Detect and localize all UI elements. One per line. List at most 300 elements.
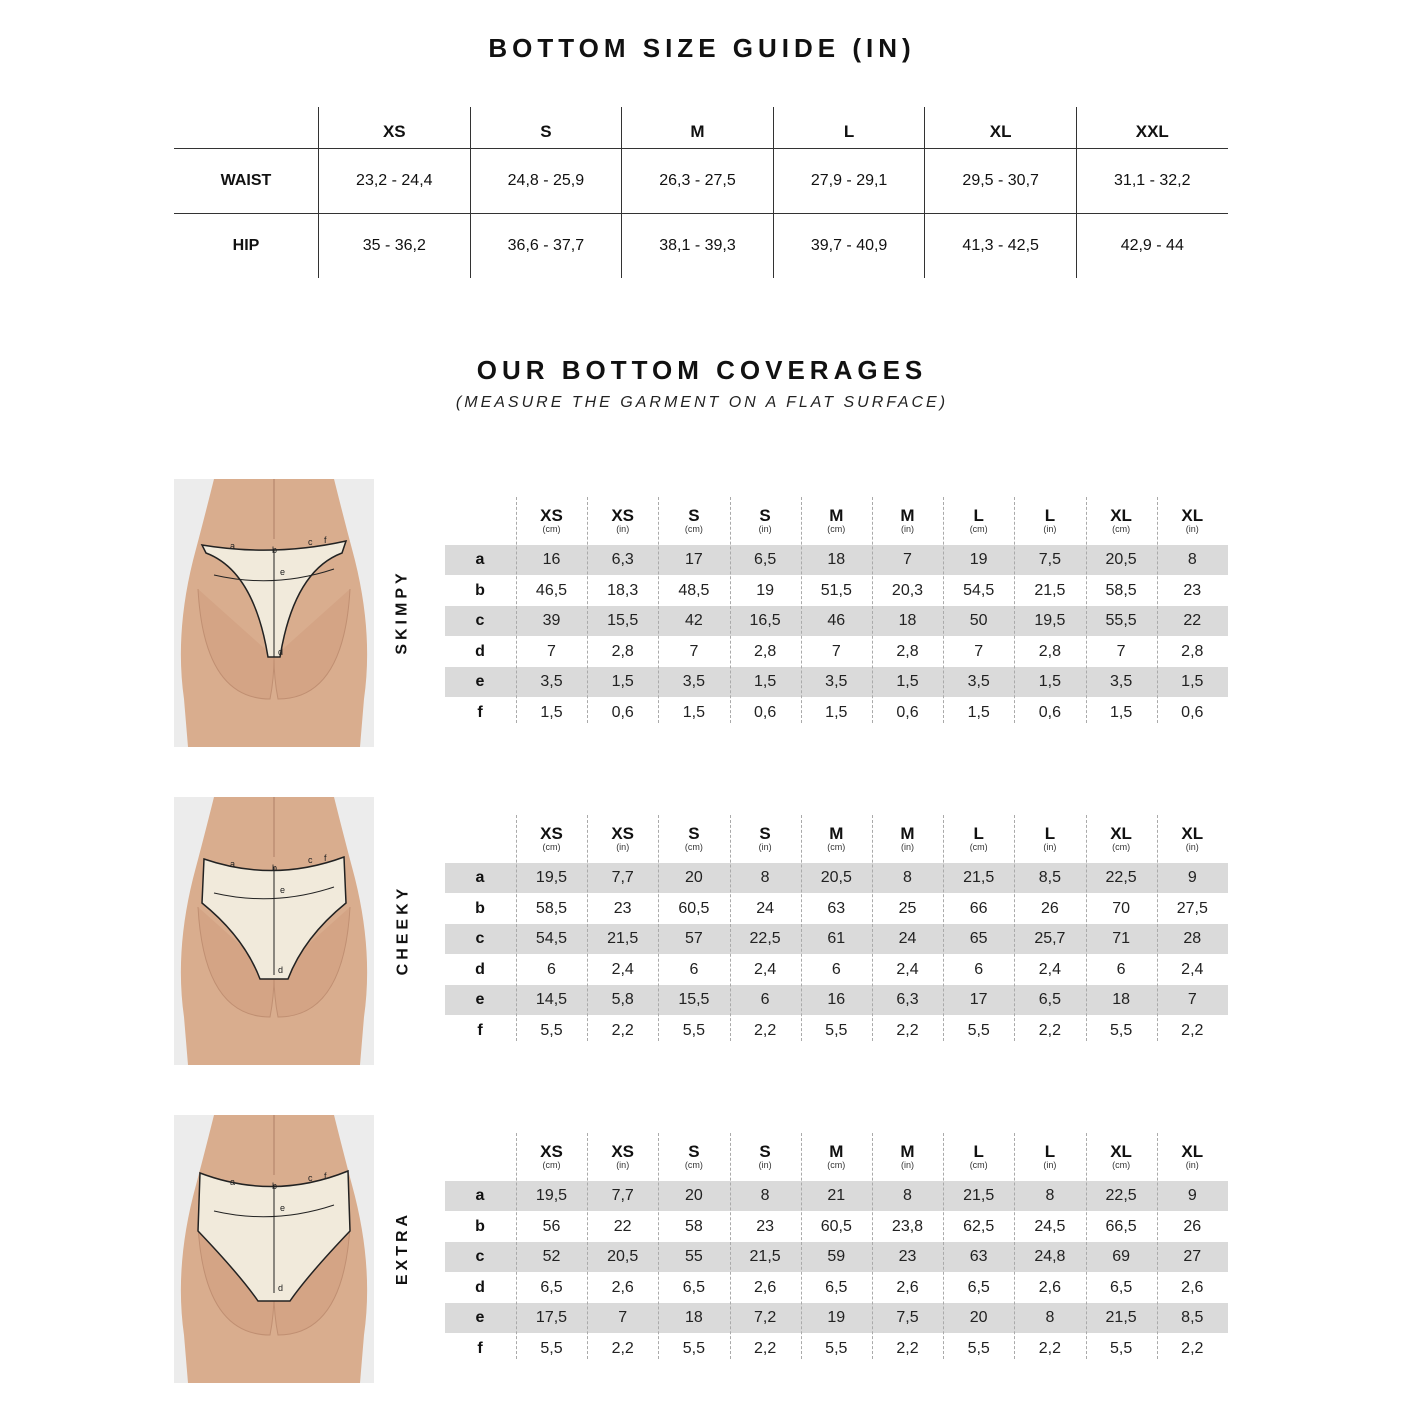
measurement-header-size: XS — [540, 506, 563, 525]
column-separator — [943, 1133, 944, 1359]
column-separator — [1014, 815, 1015, 1041]
measurement-header-size: XL — [1181, 1142, 1204, 1161]
measurement-header-cell — [1014, 1143, 1085, 1170]
measurement-header-size: L — [1044, 506, 1056, 525]
measurement-cell: 8 — [903, 869, 912, 886]
measurement-header-unit: (in) — [901, 842, 914, 852]
measurement-cell: 1,5 — [896, 673, 919, 690]
measurement-header-unit: (cm) — [827, 842, 846, 852]
measurement-row-label: d — [475, 960, 485, 978]
measurement-header-size: S — [759, 1142, 771, 1161]
measurement-cell: 62,5 — [963, 1217, 995, 1235]
measurement-header-size: M — [829, 506, 844, 525]
measurement-cell: 1,5 — [682, 703, 706, 721]
coverages-subtitle: (MEASURE THE GARMENT ON A FLAT SURFACE) — [455, 394, 949, 411]
measurement-header-size: XS — [611, 824, 635, 843]
measurement-cell: 16 — [542, 551, 561, 568]
size-guide-row-label: HIP — [232, 236, 260, 254]
measurement-row — [445, 1212, 1228, 1242]
measurement-cell: 18,3 — [607, 581, 639, 599]
measurement-row — [445, 985, 1228, 1015]
diagram-letter: b — [272, 545, 278, 555]
diagram-letter: f — [324, 535, 327, 545]
measurement-cell: 48,5 — [678, 581, 710, 599]
measurement-cell: 0,6 — [1038, 703, 1062, 721]
size-guide-corner-cell — [174, 107, 318, 148]
measurement-cell: 66 — [969, 899, 988, 917]
measurement-cell: 8 — [1045, 1187, 1055, 1204]
diagram-letter: e — [280, 567, 286, 577]
measurement-row — [445, 1303, 1228, 1333]
measurement-row — [445, 637, 1228, 667]
coverage-photo — [174, 797, 374, 1065]
size-guide-cell: 38,1 - 39,3 — [621, 213, 773, 278]
measurement-cell: 20 — [684, 869, 703, 886]
measurement-row-label: b — [475, 581, 485, 599]
measurement-header-cell — [1086, 825, 1157, 852]
measurement-header-unit: (in) — [901, 524, 914, 534]
measurement-cell: 20 — [969, 1309, 988, 1326]
column-separator — [516, 497, 517, 723]
measurement-row — [445, 1242, 1228, 1272]
measurement-row-label: a — [475, 869, 485, 886]
column-separator — [1086, 497, 1087, 723]
measurement-row-label: f — [477, 703, 483, 721]
measurement-cell: 3,5 — [825, 673, 848, 690]
measurement-cell: 6,5 — [540, 1278, 563, 1296]
measurement-row-label: b — [475, 1217, 485, 1235]
measurement-cell: 63 — [827, 899, 846, 917]
measurement-cell: 21,5 — [1034, 581, 1066, 599]
measurement-cell: 8,5 — [1181, 1309, 1204, 1326]
measurement-cell: 17,5 — [535, 1309, 568, 1326]
measurement-row-label: e — [475, 991, 485, 1008]
measurement-row-label: c — [475, 930, 485, 947]
measurement-row-label: c — [475, 612, 485, 629]
measurement-header-unit: (cm) — [827, 524, 846, 534]
measurement-cell: 22,5 — [1105, 869, 1137, 886]
measurement-cell: 21 — [827, 1187, 846, 1204]
measurement-cell: 1,5 — [611, 673, 634, 690]
measurement-cell: 5,5 — [825, 1021, 848, 1039]
column-separator — [801, 497, 802, 723]
measurement-cell: 6,5 — [967, 1278, 990, 1296]
size-guide-row — [174, 213, 1228, 278]
measurement-cell: 28 — [1183, 930, 1202, 947]
column-separator — [943, 815, 944, 1041]
measurement-header-unit: (in) — [1185, 842, 1199, 852]
measurement-cell: 60,5 — [820, 1217, 852, 1235]
measurement-header-cell — [1014, 507, 1085, 534]
measurement-cell: 58 — [684, 1217, 703, 1235]
coverage-block-cheeky — [0, 797, 1404, 1067]
diagram-letter: b — [272, 1181, 278, 1191]
column-separator — [587, 497, 588, 723]
measurement-cell: 27,5 — [1176, 899, 1208, 917]
diagram-letter: d — [278, 647, 284, 657]
diagram-letter: c — [308, 855, 313, 865]
measurement-header-size: M — [829, 1142, 844, 1161]
measurement-header-unit: (in) — [1043, 842, 1057, 852]
measurement-cell: 55 — [684, 1248, 703, 1265]
measurement-cell: 1,5 — [825, 703, 848, 721]
measurement-row — [445, 698, 1228, 728]
measurement-cell: 5,8 — [611, 991, 634, 1008]
measurement-cell: 65 — [969, 930, 988, 947]
measurement-cell: 7 — [689, 642, 699, 660]
measurement-cell: 2,4 — [896, 960, 919, 978]
measurement-cell: 8 — [903, 1187, 912, 1204]
size-guide-cell: 39,7 - 40,9 — [773, 213, 925, 278]
measurement-cell: 6 — [689, 960, 699, 978]
diagram-letter: a — [230, 859, 236, 869]
measurement-header-cell — [1086, 1143, 1157, 1170]
measurement-cell: 7 — [831, 642, 841, 660]
measurement-cell: 23 — [756, 1217, 774, 1235]
measurement-cell: 2,2 — [753, 1021, 777, 1039]
measurement-header-cell — [587, 507, 658, 534]
measurement-header-size: S — [688, 506, 700, 525]
measurement-cell: 21,5 — [1105, 1309, 1137, 1326]
measurement-cell: 5,5 — [682, 1339, 706, 1357]
measurement-header-size: L — [973, 824, 984, 843]
measurement-cell: 19 — [827, 1309, 846, 1326]
measurement-header-row — [445, 497, 1228, 543]
measurement-cell: 20,3 — [891, 581, 924, 599]
column-separator — [658, 815, 659, 1041]
measurement-header-unit: (in) — [758, 842, 772, 852]
measurement-cell: 25,7 — [1034, 930, 1066, 947]
measurement-cell: 6 — [1116, 960, 1126, 978]
measurement-header-cell — [658, 507, 729, 534]
size-guide-row-label: WAIST — [220, 171, 272, 189]
diagram-letter: a — [230, 1177, 236, 1187]
measurement-cell: 23,8 — [891, 1217, 924, 1235]
measurement-header-unit: (cm) — [542, 1160, 561, 1170]
measurement-cell: 2,6 — [1038, 1278, 1062, 1296]
measurement-cell: 2,2 — [896, 1339, 919, 1357]
measurement-cell: 57 — [684, 930, 703, 947]
measurement-cell: 5,5 — [540, 1339, 563, 1357]
measurement-cell: 8 — [1187, 551, 1197, 568]
measurement-cell: 9 — [1187, 869, 1197, 886]
measurement-cell: 2,4 — [611, 960, 634, 978]
measurement-cell: 2,2 — [1181, 1339, 1204, 1357]
measurement-cell: 23 — [898, 1248, 917, 1265]
measurement-cell: 0,6 — [753, 703, 777, 721]
column-separator — [1157, 497, 1158, 723]
measurement-row-label: f — [477, 1021, 483, 1039]
measurement-header-size: L — [1044, 1142, 1056, 1161]
measurement-header-cell — [801, 1143, 872, 1170]
measurement-cell: 16 — [827, 991, 846, 1008]
measurement-cell: 59 — [827, 1248, 846, 1265]
measurement-row — [445, 894, 1228, 924]
measurement-cell: 26 — [1183, 1217, 1202, 1235]
measurement-cell: 2,2 — [753, 1339, 777, 1357]
size-guide-header-cell: XXL — [1076, 107, 1228, 148]
column-separator — [587, 815, 588, 1041]
measurement-cell: 1,5 — [967, 703, 990, 721]
measurement-cell: 54,5 — [963, 581, 995, 599]
measurement-cell: 2,2 — [1038, 1021, 1062, 1039]
column-separator — [658, 497, 659, 723]
size-guide-title: BOTTOM SIZE GUIDE (IN) — [488, 33, 916, 63]
measurement-cell: 8 — [760, 869, 770, 886]
measurement-cell: 6,5 — [825, 1278, 848, 1296]
measurement-header-unit: (cm) — [969, 524, 988, 534]
measurement-cell: 5,5 — [825, 1339, 848, 1357]
measurement-cell: 2,4 — [1181, 960, 1204, 978]
column-separator — [1014, 1133, 1015, 1359]
measurement-cell: 2,2 — [1181, 1021, 1204, 1039]
measurement-cell: 6,5 — [1038, 991, 1062, 1008]
measurement-row — [445, 924, 1228, 954]
measurement-cell: 7 — [903, 551, 912, 568]
column-separator — [730, 815, 731, 1041]
measurement-header-cell — [516, 1143, 587, 1170]
measurement-header-cell — [1086, 507, 1157, 534]
diagram-letter: c — [308, 1173, 313, 1183]
measurement-header-size: XS — [540, 1142, 563, 1161]
coverage-style-label — [388, 557, 418, 667]
measurement-header-cell — [801, 507, 872, 534]
measurement-cell: 19,5 — [535, 869, 568, 886]
size-guide-cell: 27,9 - 29,1 — [773, 148, 925, 213]
measurement-header-unit: (cm) — [1112, 1160, 1131, 1170]
measurement-header-unit: (cm) — [1112, 842, 1131, 852]
measurement-header-unit: (in) — [616, 842, 630, 852]
measurement-cell: 7 — [547, 642, 556, 660]
measurement-header-size: L — [973, 506, 984, 525]
measurement-header-cell — [943, 507, 1014, 534]
measurement-row-label: e — [475, 673, 485, 690]
measurement-cell: 6,3 — [896, 991, 919, 1008]
size-guide-cell: 36,6 - 37,7 — [470, 213, 622, 278]
size-guide-header-cell: S — [470, 107, 622, 148]
measurement-cell: 7,5 — [1038, 551, 1062, 568]
coverage-photo — [174, 1115, 374, 1383]
measurement-header-size: M — [900, 506, 915, 525]
measurement-cell: 26 — [1040, 899, 1059, 917]
measurement-cell: 5,5 — [682, 1021, 706, 1039]
measurement-cell: 54,5 — [535, 930, 568, 947]
measurement-cell: 2,6 — [611, 1278, 634, 1296]
measurement-cell: 21,5 — [963, 1187, 995, 1204]
measurement-cell: 0,6 — [1181, 703, 1204, 721]
measurement-cell: 1,5 — [753, 673, 777, 690]
size-guide-header-cell: XS — [318, 107, 470, 148]
column-separator — [587, 1133, 588, 1359]
measurement-cell: 22 — [1183, 612, 1202, 629]
measurement-row-label: b — [475, 899, 485, 917]
diagram-letter: a — [230, 541, 236, 551]
measurement-header-size: XL — [1110, 1142, 1132, 1161]
measurement-cell: 2,8 — [753, 642, 777, 660]
column-separator — [872, 497, 873, 723]
measurement-cell: 7 — [974, 642, 984, 660]
coverage-style-name: SKIMPY — [394, 569, 411, 655]
diagram-letter: e — [280, 1203, 286, 1213]
measurement-cell: 20,5 — [607, 1248, 639, 1265]
measurement-header-cell — [801, 825, 872, 852]
measurement-cell: 24 — [756, 899, 774, 917]
measurement-cell: 19,5 — [1034, 612, 1066, 629]
column-separator — [1086, 815, 1087, 1041]
measurement-cell: 20 — [684, 1187, 703, 1204]
measurement-cell: 50 — [969, 612, 988, 629]
measurement-cell: 25 — [898, 899, 917, 917]
measurement-cell: 20,5 — [820, 869, 852, 886]
measurement-cell: 20,5 — [1105, 551, 1137, 568]
measurement-cell: 7,2 — [753, 1309, 777, 1326]
measurement-header-size: S — [759, 506, 771, 525]
column-separator — [1014, 497, 1015, 723]
measurement-row — [445, 545, 1228, 575]
measurement-header-unit: (cm) — [684, 1160, 703, 1170]
measurement-cell: 7 — [618, 1309, 628, 1326]
measurement-header-size: XL — [1110, 824, 1132, 843]
measurement-header-unit: (in) — [1185, 524, 1199, 534]
measurement-cell: 16,5 — [749, 612, 781, 629]
measurement-header-unit: (cm) — [542, 842, 561, 852]
measurement-header-cell — [516, 507, 587, 534]
measurement-header-cell — [587, 1143, 658, 1170]
measurement-cell: 5,5 — [1109, 1339, 1133, 1357]
measurement-header-unit: (cm) — [969, 1160, 988, 1170]
measurement-header-cell — [872, 1143, 943, 1170]
measurement-cell: 7 — [1187, 991, 1197, 1008]
measurement-header-unit: (in) — [616, 1160, 630, 1170]
measurement-cell: 14,5 — [535, 991, 568, 1008]
size-guide-cell: 29,5 - 30,7 — [924, 148, 1076, 213]
measurement-header-unit: (cm) — [1112, 524, 1131, 534]
measurement-header-cell — [1157, 1143, 1228, 1170]
measurement-cell: 5,5 — [967, 1021, 990, 1039]
measurement-header-unit: (in) — [901, 1160, 914, 1170]
measurement-cell: 6 — [974, 960, 984, 978]
column-separator — [943, 497, 944, 723]
measurement-row — [445, 863, 1228, 893]
measurement-header-cell — [872, 825, 943, 852]
measurement-header-unit: (in) — [758, 1160, 772, 1170]
measurement-header-size: M — [900, 824, 915, 843]
measurement-cell: 2,6 — [896, 1278, 919, 1296]
size-guide-cell: 24,8 - 25,9 — [470, 148, 622, 213]
measurement-row — [445, 1016, 1228, 1046]
size-guide-cell: 26,3 - 27,5 — [621, 148, 773, 213]
measurement-header-unit: (in) — [1043, 1160, 1057, 1170]
measurement-cell: 2,8 — [896, 642, 919, 660]
column-separator — [1157, 815, 1158, 1041]
size-guide-header-cell: M — [621, 107, 773, 148]
measurement-cell: 18 — [898, 612, 917, 629]
measurement-cell: 17 — [969, 991, 988, 1008]
measurement-cell: 5,5 — [1109, 1021, 1133, 1039]
measurement-row — [445, 1334, 1228, 1364]
column-separator — [1157, 1133, 1158, 1359]
measurement-cell: 1,5 — [1181, 673, 1204, 690]
measurement-header-cell — [587, 825, 658, 852]
column-separator — [730, 1133, 731, 1359]
measurement-row-label: c — [475, 1248, 485, 1265]
measurement-cell: 24,8 — [1034, 1248, 1066, 1265]
measurement-header-size: L — [973, 1142, 984, 1161]
measurement-row-label: a — [475, 551, 485, 568]
measurement-cell: 6,5 — [682, 1278, 706, 1296]
measurement-header-cell — [1157, 825, 1228, 852]
measurement-cell: 8 — [1045, 1309, 1055, 1326]
measurement-cell: 19 — [969, 551, 988, 568]
column-separator — [516, 1133, 517, 1359]
measurement-header-unit: (cm) — [827, 1160, 846, 1170]
size-guide-header-cell: XL — [924, 107, 1076, 148]
diagram-letter: d — [278, 1283, 284, 1293]
measurement-header-cell — [730, 1143, 801, 1170]
measurement-header-cell — [730, 825, 801, 852]
measurement-cell: 1,5 — [540, 703, 563, 721]
measurement-cell: 6 — [760, 991, 770, 1008]
diagram-letter: b — [272, 863, 278, 873]
measurement-header-row — [445, 1133, 1228, 1179]
measurement-header-cell — [658, 825, 729, 852]
measurement-cell: 61 — [827, 930, 846, 947]
measurement-cell: 1,5 — [1038, 673, 1062, 690]
measurement-header-cell — [1014, 825, 1085, 852]
measurement-header-size: XL — [1181, 824, 1204, 843]
measurement-header-cell — [730, 507, 801, 534]
size-guide-header-row — [174, 107, 1228, 148]
coverage-style-label — [388, 875, 418, 985]
column-separator — [516, 815, 517, 1041]
measurement-cell: 2,8 — [1038, 642, 1062, 660]
measurement-row — [445, 955, 1228, 985]
measurement-header-unit: (in) — [1043, 524, 1057, 534]
measurement-cell: 3,5 — [967, 673, 990, 690]
diagram-letter: f — [324, 1171, 327, 1181]
measurement-cell: 46,5 — [535, 581, 568, 599]
measurement-header-size: S — [688, 824, 700, 843]
measurement-row-label: d — [475, 642, 485, 660]
measurement-header-size: XS — [611, 506, 635, 525]
measurement-cell: 2,4 — [753, 960, 777, 978]
measurement-header-size: S — [688, 1142, 700, 1161]
measurement-cell: 21,5 — [607, 930, 639, 947]
column-separator — [872, 815, 873, 1041]
measurement-row-label: a — [475, 1187, 485, 1204]
size-guide-divider — [174, 213, 1228, 214]
measurement-header-unit: (cm) — [542, 524, 561, 534]
size-guide-cell: 41,3 - 42,5 — [924, 213, 1076, 278]
measurement-header-size: L — [1044, 824, 1056, 843]
coverages-title: OUR BOTTOM COVERAGES — [476, 355, 928, 385]
measurement-cell: 3,5 — [1109, 673, 1133, 690]
measurement-cell: 2,4 — [1038, 960, 1062, 978]
diagram-letter: c — [308, 537, 313, 547]
measurement-cell: 5,5 — [967, 1339, 990, 1357]
measurement-cell: 69 — [1112, 1248, 1130, 1265]
measurement-cell: 56 — [542, 1217, 561, 1235]
measurement-cell: 0,6 — [896, 703, 919, 721]
measurement-cell: 8 — [760, 1187, 770, 1204]
column-separator — [801, 1133, 802, 1359]
size-guide-table — [174, 107, 1228, 279]
size-guide-row — [174, 148, 1228, 213]
measurement-cell: 6 — [547, 960, 556, 978]
measurement-cell: 1,5 — [1109, 703, 1133, 721]
measurement-cell: 2,2 — [896, 1021, 919, 1039]
diagram-letter: f — [324, 853, 327, 863]
